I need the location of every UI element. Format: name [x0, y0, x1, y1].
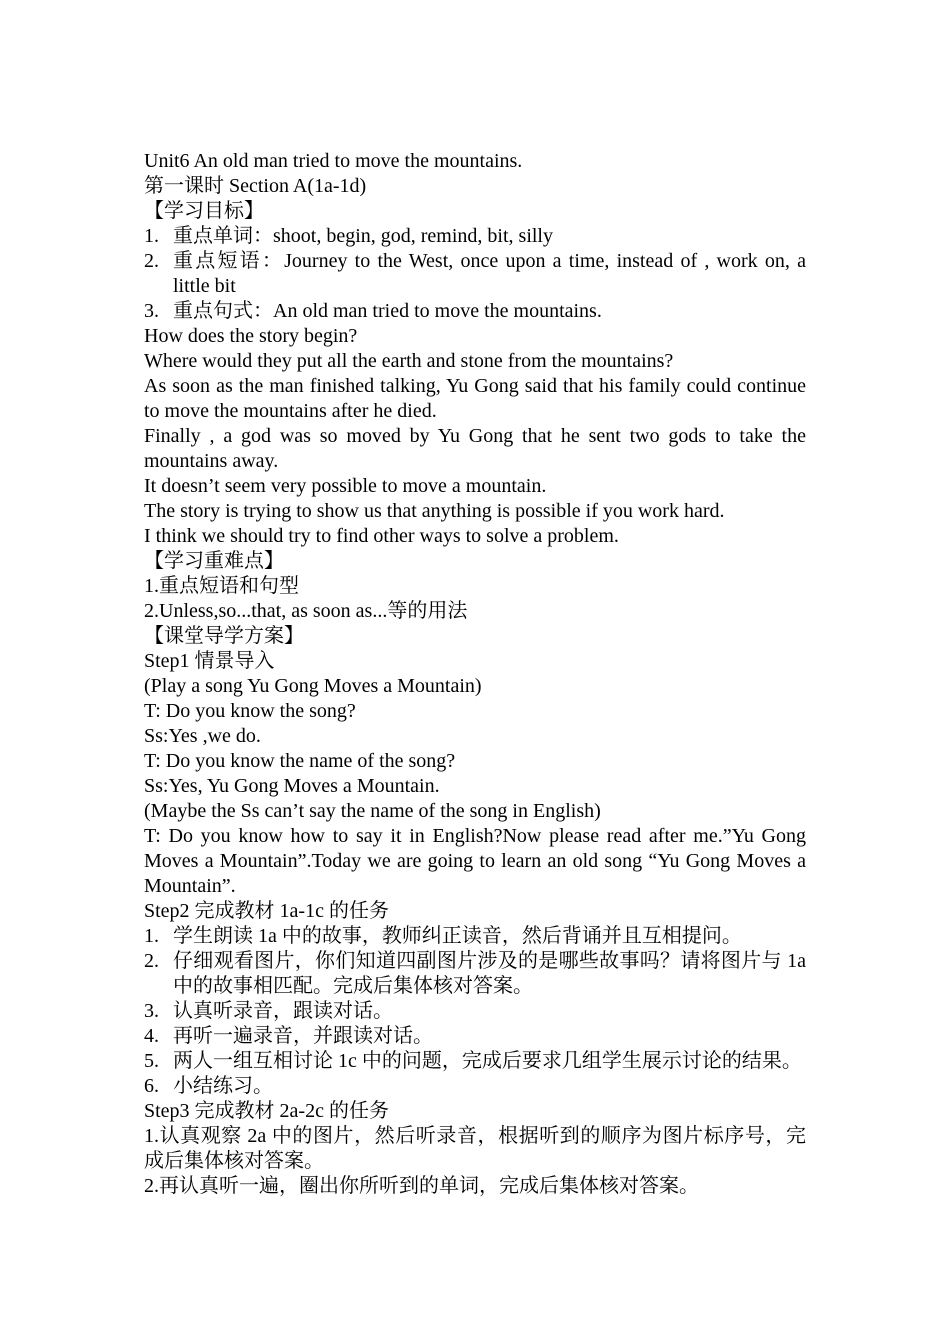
list-number: 2. — [144, 250, 159, 272]
key-points-heading: 【学习重难点】 — [144, 550, 284, 572]
step2-heading: Step2 完成教材 1a-1c 的任务 — [144, 900, 389, 922]
list-number: 3. — [144, 300, 159, 322]
step1-line: (Maybe the Ss can’t say the name of the song in English) — [144, 800, 601, 822]
list-number: 3. — [144, 1000, 159, 1022]
list-item — [144, 1024, 806, 1049]
list-number: 6. — [144, 1075, 159, 1097]
step1-line: Ss:Yes ,we do. — [144, 725, 261, 747]
sentence: It doesn’t seem very possible to move a mountain. — [144, 475, 547, 497]
plan-heading: 【课堂导学方案】 — [144, 625, 304, 647]
sentence: Where would they put all the earth and stone from the mountains? — [144, 350, 674, 372]
list-item — [144, 999, 806, 1024]
list-item — [144, 224, 806, 249]
objectives-list — [144, 224, 806, 324]
document-page — [144, 149, 806, 1199]
objectives-heading: 【学习目标】 — [144, 200, 264, 222]
list-text: 再听一遍录音，并跟读对话。 — [173, 1025, 433, 1047]
list-number: 1. — [144, 225, 159, 247]
list-item — [144, 924, 806, 949]
list-text: 小结练习。 — [173, 1075, 273, 1097]
list-number: 2. — [144, 950, 159, 972]
list-number: 1. — [144, 925, 159, 947]
step3-heading: Step3 完成教材 2a-2c 的任务 — [144, 1100, 389, 1122]
document-subtitle: 第一课时 Section A(1a-1d) — [144, 175, 367, 197]
step3-line: 2.再认真听一遍，圈出你所听到的单词，完成后集体核对答案。 — [144, 1175, 699, 1197]
step2-list — [144, 924, 806, 1099]
sentence: I think we should try to find other ways to solve a problem. — [144, 525, 619, 547]
list-item — [144, 1074, 806, 1099]
step3-line: 1.认真观察 2a 中的图片，然后听录音，根据听到的顺序为图片标序号，完成后集体核对答案。 — [144, 1125, 806, 1172]
key-point: 2.Unless,so...that, as soon as...等的用法 — [144, 600, 468, 622]
sentence: Finally , a god was so moved by Yu Gong that he sent two gods to take the mountains away. — [144, 425, 806, 472]
list-number: 4. — [144, 1025, 159, 1047]
key-point: 1.重点短语和句型 — [144, 575, 299, 597]
step1-heading: Step1 情景导入 — [144, 650, 275, 672]
list-item — [144, 1049, 806, 1074]
step1-line: (Play a song Yu Gong Moves a Mountain) — [144, 675, 482, 697]
list-number: 5. — [144, 1050, 159, 1072]
step1-line: T: Do you know the name of the song? — [144, 750, 456, 772]
list-text: 仔细观看图片，你们知道四副图片涉及的是哪些故事吗？请将图片与 1a 中的故事相匹配。完成后集体核对答案。 — [173, 950, 806, 997]
sentence: The story is trying to show us that anything is possible if you work hard. — [144, 500, 725, 522]
list-text: 认真听录音，跟读对话。 — [173, 1000, 393, 1022]
list-item — [144, 949, 806, 999]
list-text: 重点单词：shoot, begin, god, remind, bit, silly — [173, 225, 553, 247]
step1-line: T: Do you know how to say it in English?Now please read after me.”Yu Gong Moves a Mountain”.Today we are going to learn an old song “Yu Gong Moves a Mountain”. — [144, 825, 806, 897]
list-item — [144, 299, 806, 324]
list-text: 学生朗读 1a 中的故事，教师纠正读音，然后背诵并且互相提问。 — [173, 925, 742, 947]
step1-line: Ss:Yes, Yu Gong Moves a Mountain. — [144, 775, 440, 797]
list-text: 两人一组互相讨论 1c 中的问题，完成后要求几组学生展示讨论的结果。 — [173, 1050, 802, 1072]
step1-line: T: Do you know the song? — [144, 700, 356, 722]
list-text: 重点短语：Journey to the West, once upon a time, instead of , work on, a little bit — [173, 250, 806, 297]
document-title: Unit6 An old man tried to move the mountains. — [144, 150, 523, 172]
sentence: How does the story begin? — [144, 325, 358, 347]
list-item — [144, 249, 806, 299]
list-text: 重点句式：An old man tried to move the mountains. — [173, 300, 602, 322]
sentence: As soon as the man finished talking, Yu Gong said that his family could continue to move the mountains after he died. — [144, 375, 806, 422]
